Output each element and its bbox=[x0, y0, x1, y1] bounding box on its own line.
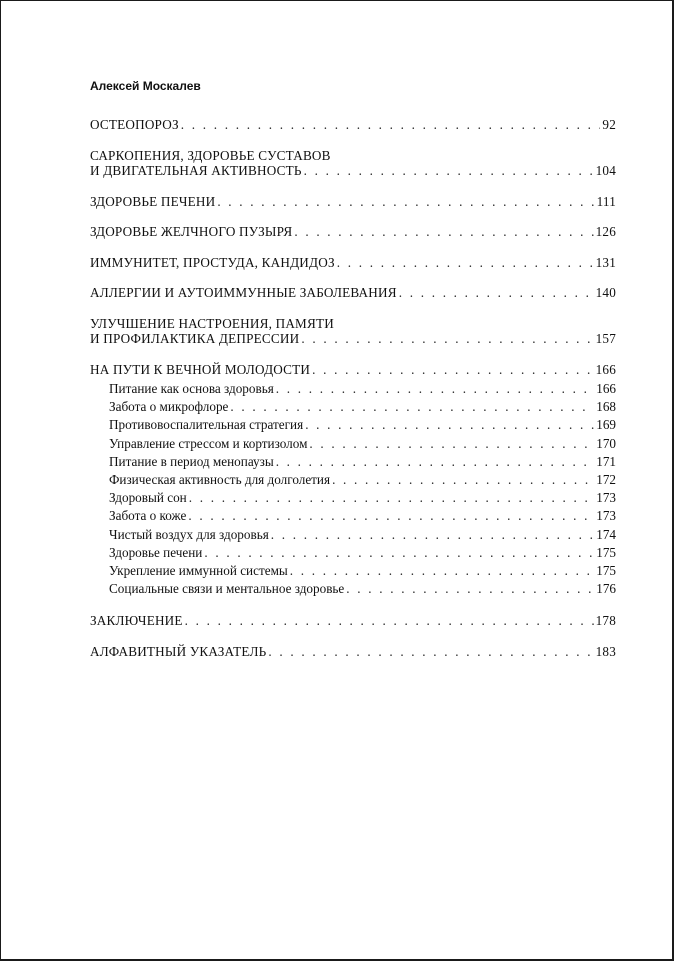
leader-dots bbox=[185, 613, 594, 629]
toc-entry-eternal-youth[interactable] bbox=[90, 362, 616, 378]
toc-subentry[interactable] bbox=[90, 453, 616, 471]
toc-entry-page: 126 bbox=[595, 224, 616, 239]
toc-subentry-title: Физическая активность для долголетия bbox=[109, 472, 331, 488]
toc-subentry[interactable] bbox=[90, 380, 616, 398]
toc-entry-page: 183 bbox=[595, 643, 616, 659]
toc-subentry[interactable] bbox=[90, 398, 616, 416]
leader-dots bbox=[188, 507, 594, 525]
toc-entry-page: 131 bbox=[595, 254, 616, 270]
toc-entry-title: НА ПУТИ К ВЕЧНОЙ МОЛОДОСТИ bbox=[90, 361, 311, 377]
leader-dots bbox=[276, 453, 595, 471]
toc-entry-immunity[interactable] bbox=[90, 255, 616, 271]
toc-subentry[interactable] bbox=[90, 562, 616, 580]
leader-dots bbox=[304, 163, 594, 179]
toc-subentry[interactable] bbox=[90, 416, 616, 434]
toc-subentry-title: Здоровье печени bbox=[109, 544, 203, 560]
toc-entry-title: ЗДОРОВЬЕ ПЕЧЕНИ bbox=[90, 193, 216, 209]
toc-entry-page: 140 bbox=[595, 285, 616, 300]
toc-subentry-title: Забота о микрофлоре bbox=[109, 399, 229, 415]
leader-dots bbox=[271, 526, 594, 544]
toc-entry-osteoporosis[interactable] bbox=[90, 117, 616, 133]
toc-entry-title: АЛФАВИТНЫЙ УКАЗАТЕЛЬ bbox=[90, 643, 267, 659]
leader-dots bbox=[204, 544, 594, 562]
toc-subentry-page: 176 bbox=[596, 581, 616, 597]
toc-entry-index[interactable] bbox=[90, 644, 616, 660]
toc-entry-title: ЗАКЛЮЧЕНИЕ bbox=[90, 613, 183, 629]
toc-entry-title: ЗДОРОВЬЕ ЖЕЛЧНОГО ПУЗЫРЯ bbox=[90, 224, 293, 239]
leader-dots bbox=[290, 562, 594, 580]
leader-dots bbox=[294, 224, 593, 240]
leader-dots bbox=[312, 362, 593, 378]
toc-subentry-page: 170 bbox=[596, 435, 616, 451]
toc-entry-page: 111 bbox=[596, 193, 616, 209]
toc-subentry[interactable] bbox=[90, 489, 616, 507]
leader-dots bbox=[301, 331, 593, 347]
toc-entry-page: 104 bbox=[595, 163, 616, 178]
toc-subentry-title: Питание в период менопаузы bbox=[109, 453, 274, 469]
toc-entry-allergies[interactable] bbox=[90, 285, 616, 301]
toc-subentry-title: Чистый воздух для здоровья bbox=[109, 526, 269, 542]
toc-entry-title: ИММУНИТЕТ, ПРОСТУДА, КАНДИДОЗ bbox=[90, 254, 335, 270]
leader-dots bbox=[181, 117, 601, 133]
toc-entry-conclusion[interactable] bbox=[90, 613, 616, 629]
leader-dots bbox=[268, 644, 593, 660]
leader-dots bbox=[217, 194, 594, 210]
toc-entry-title: И ПРОФИЛАКТИКА ДЕПРЕССИИ bbox=[90, 331, 300, 346]
toc-subentry[interactable] bbox=[90, 471, 616, 489]
toc-entry-liver-health[interactable] bbox=[90, 194, 616, 210]
toc-entry-page: 166 bbox=[595, 361, 616, 377]
leader-dots bbox=[230, 398, 594, 416]
toc-entry-title: И ДВИГАТЕЛЬНАЯ АКТИВНОСТЬ bbox=[90, 163, 302, 178]
toc-entry-title-line1: УЛУЧШЕНИЕ НАСТРОЕНИЯ, ПАМЯТИ bbox=[90, 315, 334, 331]
toc-subentry-page: 175 bbox=[596, 544, 616, 560]
running-header-author: Алексей Москалев bbox=[90, 79, 201, 93]
leader-dots bbox=[309, 435, 594, 453]
toc-subentry[interactable] bbox=[90, 544, 616, 562]
toc-entry-title-line1: САРКОПЕНИЯ, ЗДОРОВЬЕ СУСТАВОВ bbox=[90, 147, 331, 163]
toc-subentry-page: 174 bbox=[596, 526, 616, 542]
toc-entry-page: 178 bbox=[595, 613, 616, 629]
toc-entry-page: 92 bbox=[602, 117, 616, 132]
leader-dots bbox=[305, 416, 594, 434]
toc-entry-sarcopenia[interactable] bbox=[90, 148, 616, 179]
toc-subentry-title: Здоровый сон bbox=[109, 490, 187, 506]
toc-subentry-page: 168 bbox=[596, 399, 616, 415]
leader-dots bbox=[337, 255, 594, 271]
leader-dots bbox=[189, 489, 595, 507]
toc-subentry[interactable] bbox=[90, 580, 616, 598]
leader-dots bbox=[332, 471, 594, 489]
toc-subentry[interactable] bbox=[90, 435, 616, 453]
toc-subentry-page: 172 bbox=[596, 472, 616, 488]
leader-dots bbox=[346, 580, 594, 598]
toc-subentry-page: 173 bbox=[596, 508, 616, 524]
toc-subentry-title: Социальные связи и ментальное здоровье bbox=[109, 581, 345, 597]
toc-subentry-title: Питание как основа здоровья bbox=[109, 381, 274, 396]
toc-entry-gallbladder[interactable] bbox=[90, 224, 616, 240]
leader-dots bbox=[276, 380, 594, 398]
toc-subentry[interactable] bbox=[90, 507, 616, 525]
toc-subentry-title: Противовоспалительная стратегия bbox=[109, 417, 304, 433]
toc-subentry-title: Управление стрессом и кортизолом bbox=[109, 435, 308, 451]
toc-subentry-page: 171 bbox=[596, 453, 616, 469]
toc-subentry-page: 166 bbox=[596, 381, 616, 396]
toc-subentry-page: 169 bbox=[596, 417, 616, 433]
toc-subentry-title: Укрепление иммунной системы bbox=[109, 563, 288, 579]
toc-subentry-page: 175 bbox=[596, 563, 616, 579]
leader-dots bbox=[399, 285, 594, 301]
toc-entry-title: АЛЛЕРГИИ И АУТОИММУННЫЕ ЗАБОЛЕВАНИЯ bbox=[90, 285, 397, 300]
table-of-contents bbox=[90, 117, 616, 659]
toc-subsection-list bbox=[90, 380, 616, 598]
toc-entry-title: ОСТЕОПОРОЗ bbox=[90, 117, 179, 132]
toc-entry-mood-memory[interactable] bbox=[90, 316, 616, 347]
toc-entry-page: 157 bbox=[595, 331, 616, 346]
toc-subentry-title: Забота о коже bbox=[109, 508, 187, 524]
toc-subentry[interactable] bbox=[90, 526, 616, 544]
toc-subentry-page: 173 bbox=[596, 490, 616, 506]
